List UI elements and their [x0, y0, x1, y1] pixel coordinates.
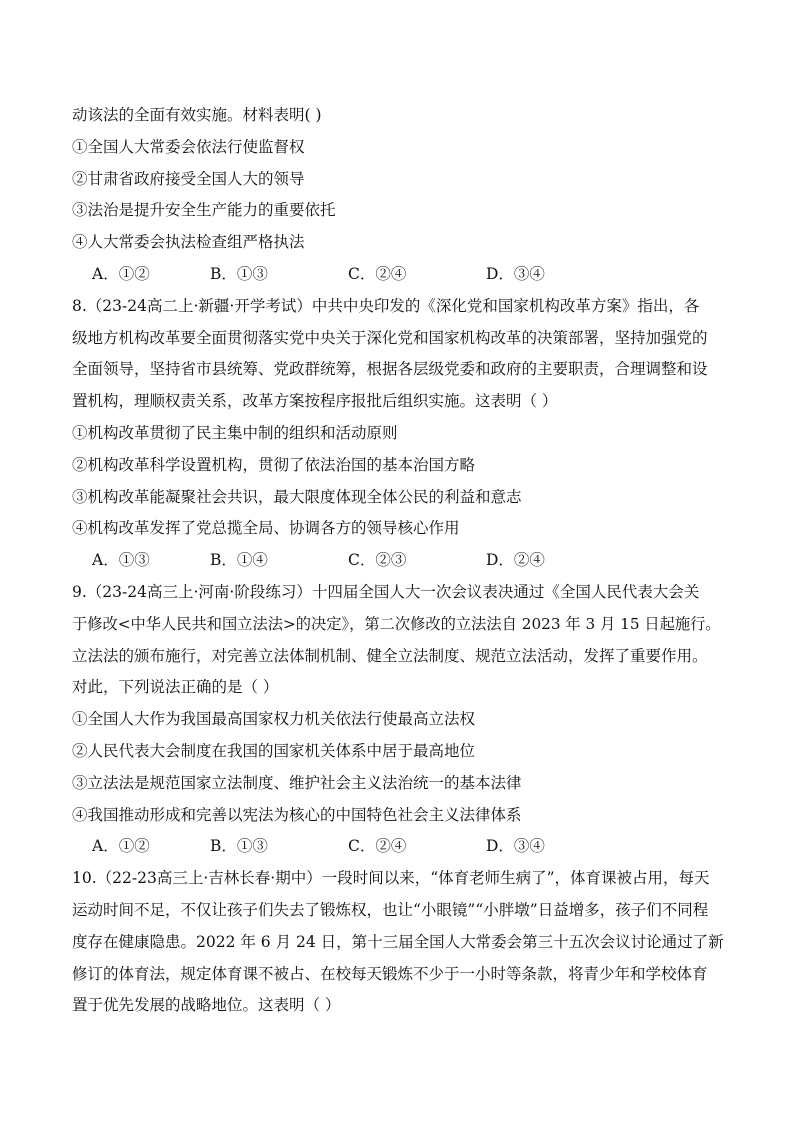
q9-statement-3: ③立法法是规范国家立法制度、维护社会主义法治统一的基本法律 [72, 773, 522, 792]
q10-stem-line-4: 修订的体育法，规定体育课不被占、在校每天锻炼不少于一小时等条款，将青少年和学校体育 [72, 964, 708, 983]
q10-stem-line-2: 运动时间不足，不仅让孩子们失去了锻炼权，也让“小眼镜”“小胖墩”日益增多，孩子们不同程 [72, 900, 709, 919]
q8-statement-4: ④机构改革发挥了党总揽全局、协调各方的领导核心作用 [72, 519, 460, 538]
q7-options [72, 259, 724, 291]
q8-options [72, 545, 724, 577]
q8-statement-1: ①机构改革贯彻了民主集中制的组织和活动原则 [72, 423, 398, 442]
q9-option-a[interactable]: A．①② [92, 837, 150, 856]
q9-option-b[interactable]: B．①③ [210, 837, 268, 856]
q9-options [72, 831, 724, 863]
q8-option-b[interactable]: B．①④ [210, 551, 268, 570]
q10-stem-line-1: 10.（22-23高三上·吉林长春·期中）一段时间以来，“体育老师生病了”，体育课被占用，每天 [72, 869, 710, 888]
q7-option-d[interactable]: D．③④ [486, 264, 545, 283]
q9-stem-line-4: 对此，下列说法正确的是（ ） [72, 678, 279, 697]
q7-option-a[interactable]: A．①② [92, 264, 150, 283]
q7-statement-4: ④人大常委会执法检查组严格执法 [72, 233, 305, 252]
q7-option-c[interactable]: C．②④ [348, 264, 407, 283]
q10-stem-line-5: 置于优先发展的战略地位。这表明（ ） [72, 996, 341, 1015]
q7-statement-3: ③法治是提升安全生产能力的重要依托 [72, 201, 336, 220]
q8-option-d[interactable]: D．②④ [486, 551, 545, 570]
q10-stem-line-3: 度存在健康隐患。2022 年 6 月 24 日，第十三届全国人大常委会第三十五次会议讨论通过了新 [72, 932, 724, 951]
q9-stem-line-1: 9.（23-24高三上·河南·阶段练习）十四届全国人大一次会议表决通过《全国人民代表大会关 [72, 582, 700, 601]
q9-option-c[interactable]: C．②④ [348, 837, 407, 856]
q8-option-c[interactable]: C．②③ [348, 551, 407, 570]
q9-statement-1: ①全国人大作为我国最高国家权力机关依法行使最高立法权 [72, 710, 476, 729]
q8-option-a[interactable]: A．①③ [92, 551, 150, 570]
q8-stem-line-3: 全面领导，坚持省市县统筹、党政群统筹，根据各层级党委和政府的主要职责，合理调整和设 [72, 360, 708, 379]
q9-statement-2: ②人民代表大会制度在我国的国家机关体系中居于最高地位 [72, 741, 476, 760]
q7-statement-2: ②甘肃省政府接受全国人大的领导 [72, 169, 305, 188]
q9-option-d[interactable]: D．③④ [486, 837, 545, 856]
q9-stem-line-3: 立法法的颁布施行，对完善立法体制机制、健全立法制度、规范立法活动，发挥了重要作用。 [72, 646, 708, 665]
q8-stem-line-4: 置机构，理顺权责关系，改革方案按程序报批后组织实施。这表明（ ） [72, 392, 558, 411]
q7-statement-1: ①全国人大常委会依法行使监督权 [72, 137, 305, 156]
q8-stem-line-1: 8.（23-24高二上·新疆·开学考试）中共中央印发的《深化党和国家机构改革方案》指出，各 [72, 296, 700, 315]
q7-option-b[interactable]: B．①③ [210, 264, 268, 283]
q7-stem-tail: 动该法的全面有效实施。材料表明( ) [72, 106, 322, 124]
q8-statement-2: ②机构改革科学设置机构，贯彻了依法治国的基本治国方略 [72, 455, 476, 474]
q8-statement-3: ③机构改革能凝聚社会共识，最大限度体现全体公民的利益和意志 [72, 487, 522, 506]
q9-stem-line-2: 于修改<中华人民共和国立法法>的决定》，第二次修改的立法法自 2023 年 3 月 15 日起施行。 [72, 614, 721, 633]
question-content [72, 100, 724, 1022]
q9-statement-4: ④我国推动形成和完善以宪法为核心的中国特色社会主义法律体系 [72, 805, 522, 824]
q8-stem-line-2: 级地方机构改革要全面贯彻落实党中央关于深化党和国家机构改革的决策部署，坚持加强党的 [72, 328, 708, 347]
